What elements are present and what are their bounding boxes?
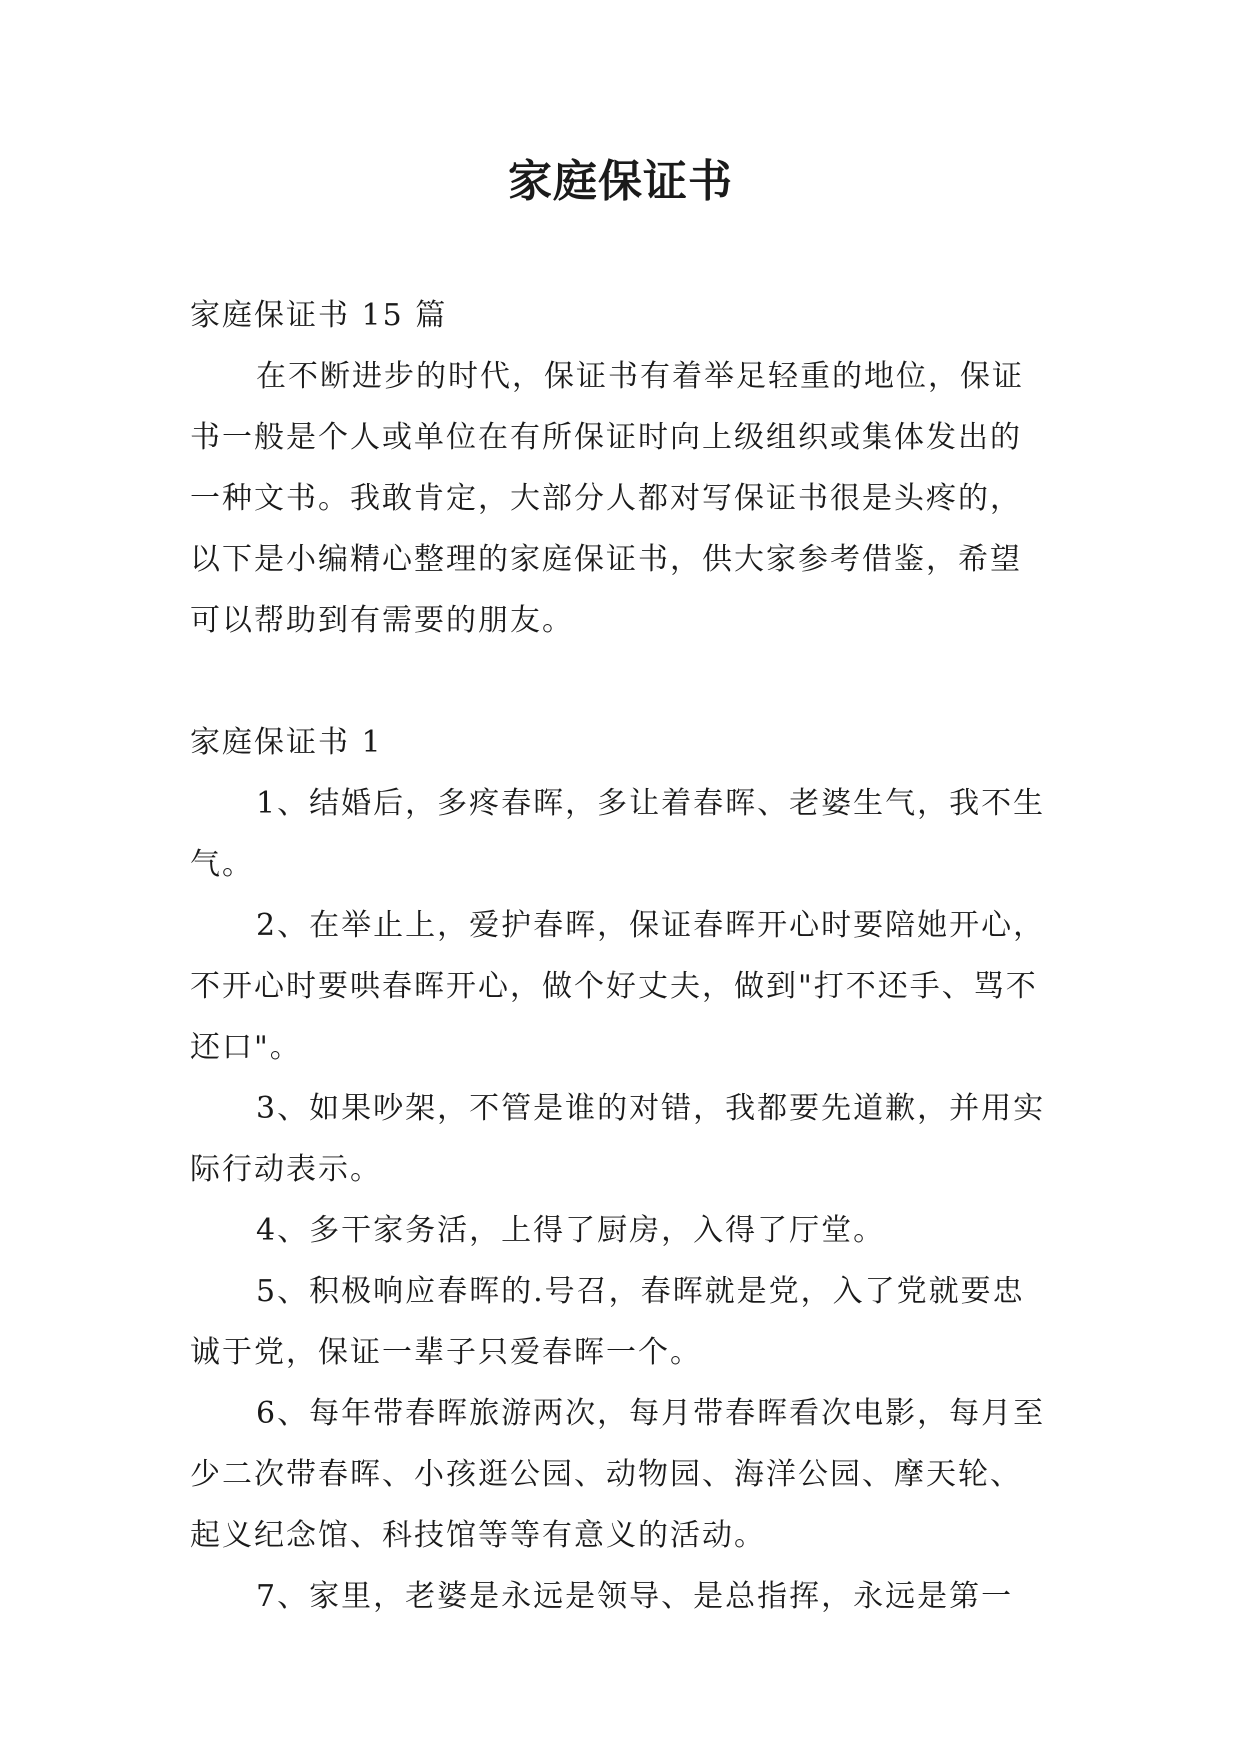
document-title: 家庭保证书 (508, 156, 733, 207)
pledge-item-5: 5、积极响应春晖的.号召，春晖就是党，入了党就要忠诚于党，保证一辈子只爱春晖一个。 (190, 1274, 1025, 1370)
paragraph-spacer (190, 651, 1050, 712)
pledge-item-6: 6、每年带春晖旅游两次，每月带春晖看次电影，每月至少二次带春晖、小孩逛公园、动物园、海洋公园、摩天轮、起义纪念馆、科技馆等等有意义的活动。 (190, 1396, 1046, 1553)
intro-paragraph: 在不断进步的时代，保证书有着举足轻重的地位，保证书一般是个人或单位在有所保证时向上级组织或集体发出的一种文书。我敢肯定，大部分人都对写保证书很是头疼的，以下是小编精心整理的家庭保证书，供大家参考借鉴，希望可以帮助到有需要的朋友。 (190, 359, 1024, 638)
document-body (190, 285, 1050, 1627)
collection-subtitle: 家庭保证书 15 篇 (190, 298, 448, 333)
section-heading: 家庭保证书 1 (190, 725, 383, 760)
pledge-item-2: 2、在举止上，爱护春晖，保证春晖开心时要陪她开心，不开心时要哄春晖开心，做个好丈夫，做到"打不还手、骂不还口"。 (190, 908, 1046, 1065)
pledge-item-7: 7、家里，老婆是永远是领导、是总指挥，永远是第一 (256, 1579, 1014, 1614)
pledge-item-3: 3、如果吵架，不管是谁的对错，我都要先道歉，并用实际行动表示。 (190, 1091, 1046, 1187)
pledge-item-4: 4、多干家务活，上得了厨房，入得了厅堂。 (256, 1213, 886, 1248)
pledge-item-1: 1、结婚后，多疼春晖，多让着春晖、老婆生气，我不生气。 (190, 786, 1046, 882)
